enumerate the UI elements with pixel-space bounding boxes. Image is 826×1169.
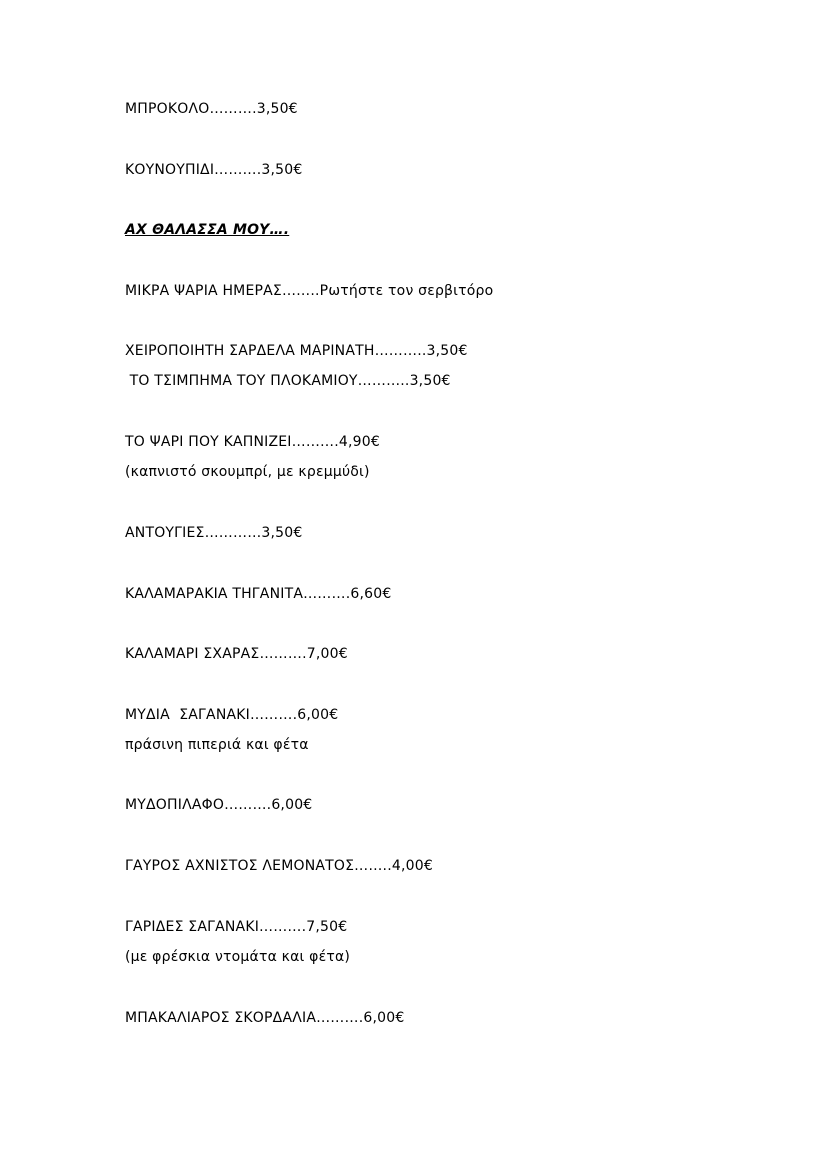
menu-item-bakaliaros: ΜΠΑΚΑΛΙΑΡΟΣ ΣΚΟΡΔΑΛΙΑ……….6,00€ <box>125 1010 405 1026</box>
menu-item-gavros: ΓΑΥΡΟΣ ΑΧΝΙΣΤΟΣ ΛΕΜΟΝΑΤΟΣ……..4,00€ <box>125 858 433 874</box>
menu-item-brokolo: ΜΠΡΟΚΟΛΟ……….3,50€ <box>125 101 298 117</box>
menu-item-psari-kapnizei: ΤΟ ΨΑΡΙ ΠΟΥ ΚΑΠΝΙΖΕΙ……….4,90€ <box>125 434 380 450</box>
menu-item-mydopilafo: ΜΥΔΟΠΙΛΑΦΟ……….6,00€ <box>125 797 313 813</box>
menu-item-mydia: ΜΥΔΙΑ ΣΑΓΑΝΑΚΙ……….6,00€ <box>125 707 339 723</box>
menu-item-description: (καπνιστό σκουμπρί, με κρεμμύδι) <box>125 464 370 480</box>
section-heading: ΑΧ ΘΑΛΑΣΣΑ ΜΟΥ…. <box>125 222 290 238</box>
menu-item-kalamari-sxaras: ΚΑΛΑΜΑΡΙ ΣΧΑΡΑΣ……….7,00€ <box>125 646 348 662</box>
menu-item-description: πράσινη πιπεριά και φέτα <box>125 737 309 753</box>
menu-item-mikra-psaria: ΜΙΚΡΑ ΨΑΡΙΑ ΗΜΕΡΑΣ……..Ρωτήστε τον σερβιτόρο <box>125 283 494 299</box>
menu-item-kounoupidi: ΚΟΥΝΟΥΠΙΔΙ……….3,50€ <box>125 162 303 178</box>
menu-item-garides: ΓΑΡΙΔΕΣ ΣΑΓΑΝΑΚΙ……….7,50€ <box>125 919 348 935</box>
menu-item-description: (με φρέσκια ντομάτα και φέτα) <box>125 949 351 965</box>
menu-item-sardela: ΧΕΙΡΟΠΟΙΗΤΗ ΣΑΡΔΕΛΑ ΜΑΡΙΝΑΤΗ………..3,50€ <box>125 343 468 359</box>
menu-item-antougies: ΑΝΤΟΥΓΙΕΣ…………3,50€ <box>125 525 303 541</box>
menu-item-plokamiou: ΤΟ ΤΣΙΜΠΗΜΑ ΤΟΥ ΠΛΟΚΑΜΙΟΥ………..3,50€ <box>125 373 451 389</box>
menu-item-kalamarakia: ΚΑΛΑΜΑΡΑΚΙΑ ΤΗΓΑΝΙΤΑ……….6,60€ <box>125 586 392 602</box>
